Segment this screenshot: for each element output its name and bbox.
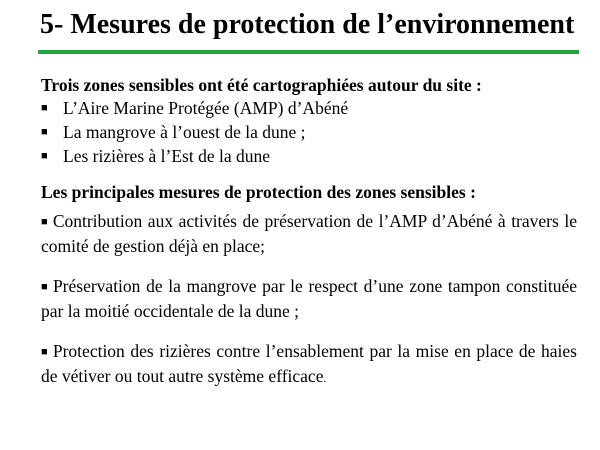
zone-item-label: Les rizières à l’Est de la dune [63,146,270,166]
zones-heading: Trois zones sensibles ont été cartographiées autour du site : [41,75,482,95]
zone-item-mangrove [41,120,577,144]
measure-item-period: . [323,373,327,385]
zone-item-rizieres [41,144,577,168]
measures-list [41,209,577,391]
zones-list [41,96,577,168]
measure-item-text: Contribution aux activités de préservation de l’AMP d’Abéné à travers le comité de gestion déjà en place; [41,211,577,256]
measure-item-text: Protection des rizières contre l’ensablement par la mise en place de haies de vétiver ou tout autre système efficace [41,341,577,386]
measure-item-rizieres [41,339,577,391]
measure-item-mangrove [41,274,577,323]
square-bullet-icon: ■ [41,102,48,114]
measure-item-amp [41,209,577,258]
title-underline [38,50,579,54]
square-bullet-icon: ■ [41,150,48,162]
measures-heading: Les principales mesures de protection des zones sensibles : [41,182,476,202]
square-bullet-icon: ■ [41,346,49,358]
measure-item-text: Préservation de la mangrove par le respect d’une zone tampon constituée par la moitié occidentale de la dune ; [41,276,577,321]
zone-item-amp [41,96,577,120]
slide-title: 5- Mesures de protection de l’environnement [40,9,575,40]
zone-item-label: L’Aire Marine Protégée (AMP) d’Abéné [63,98,349,118]
slide-content [41,75,577,407]
zone-item-label: La mangrove à l’ouest de la dune ; [63,122,306,142]
square-bullet-icon: ■ [41,126,48,138]
square-bullet-icon: ■ [41,281,49,293]
square-bullet-icon: ■ [41,216,49,228]
